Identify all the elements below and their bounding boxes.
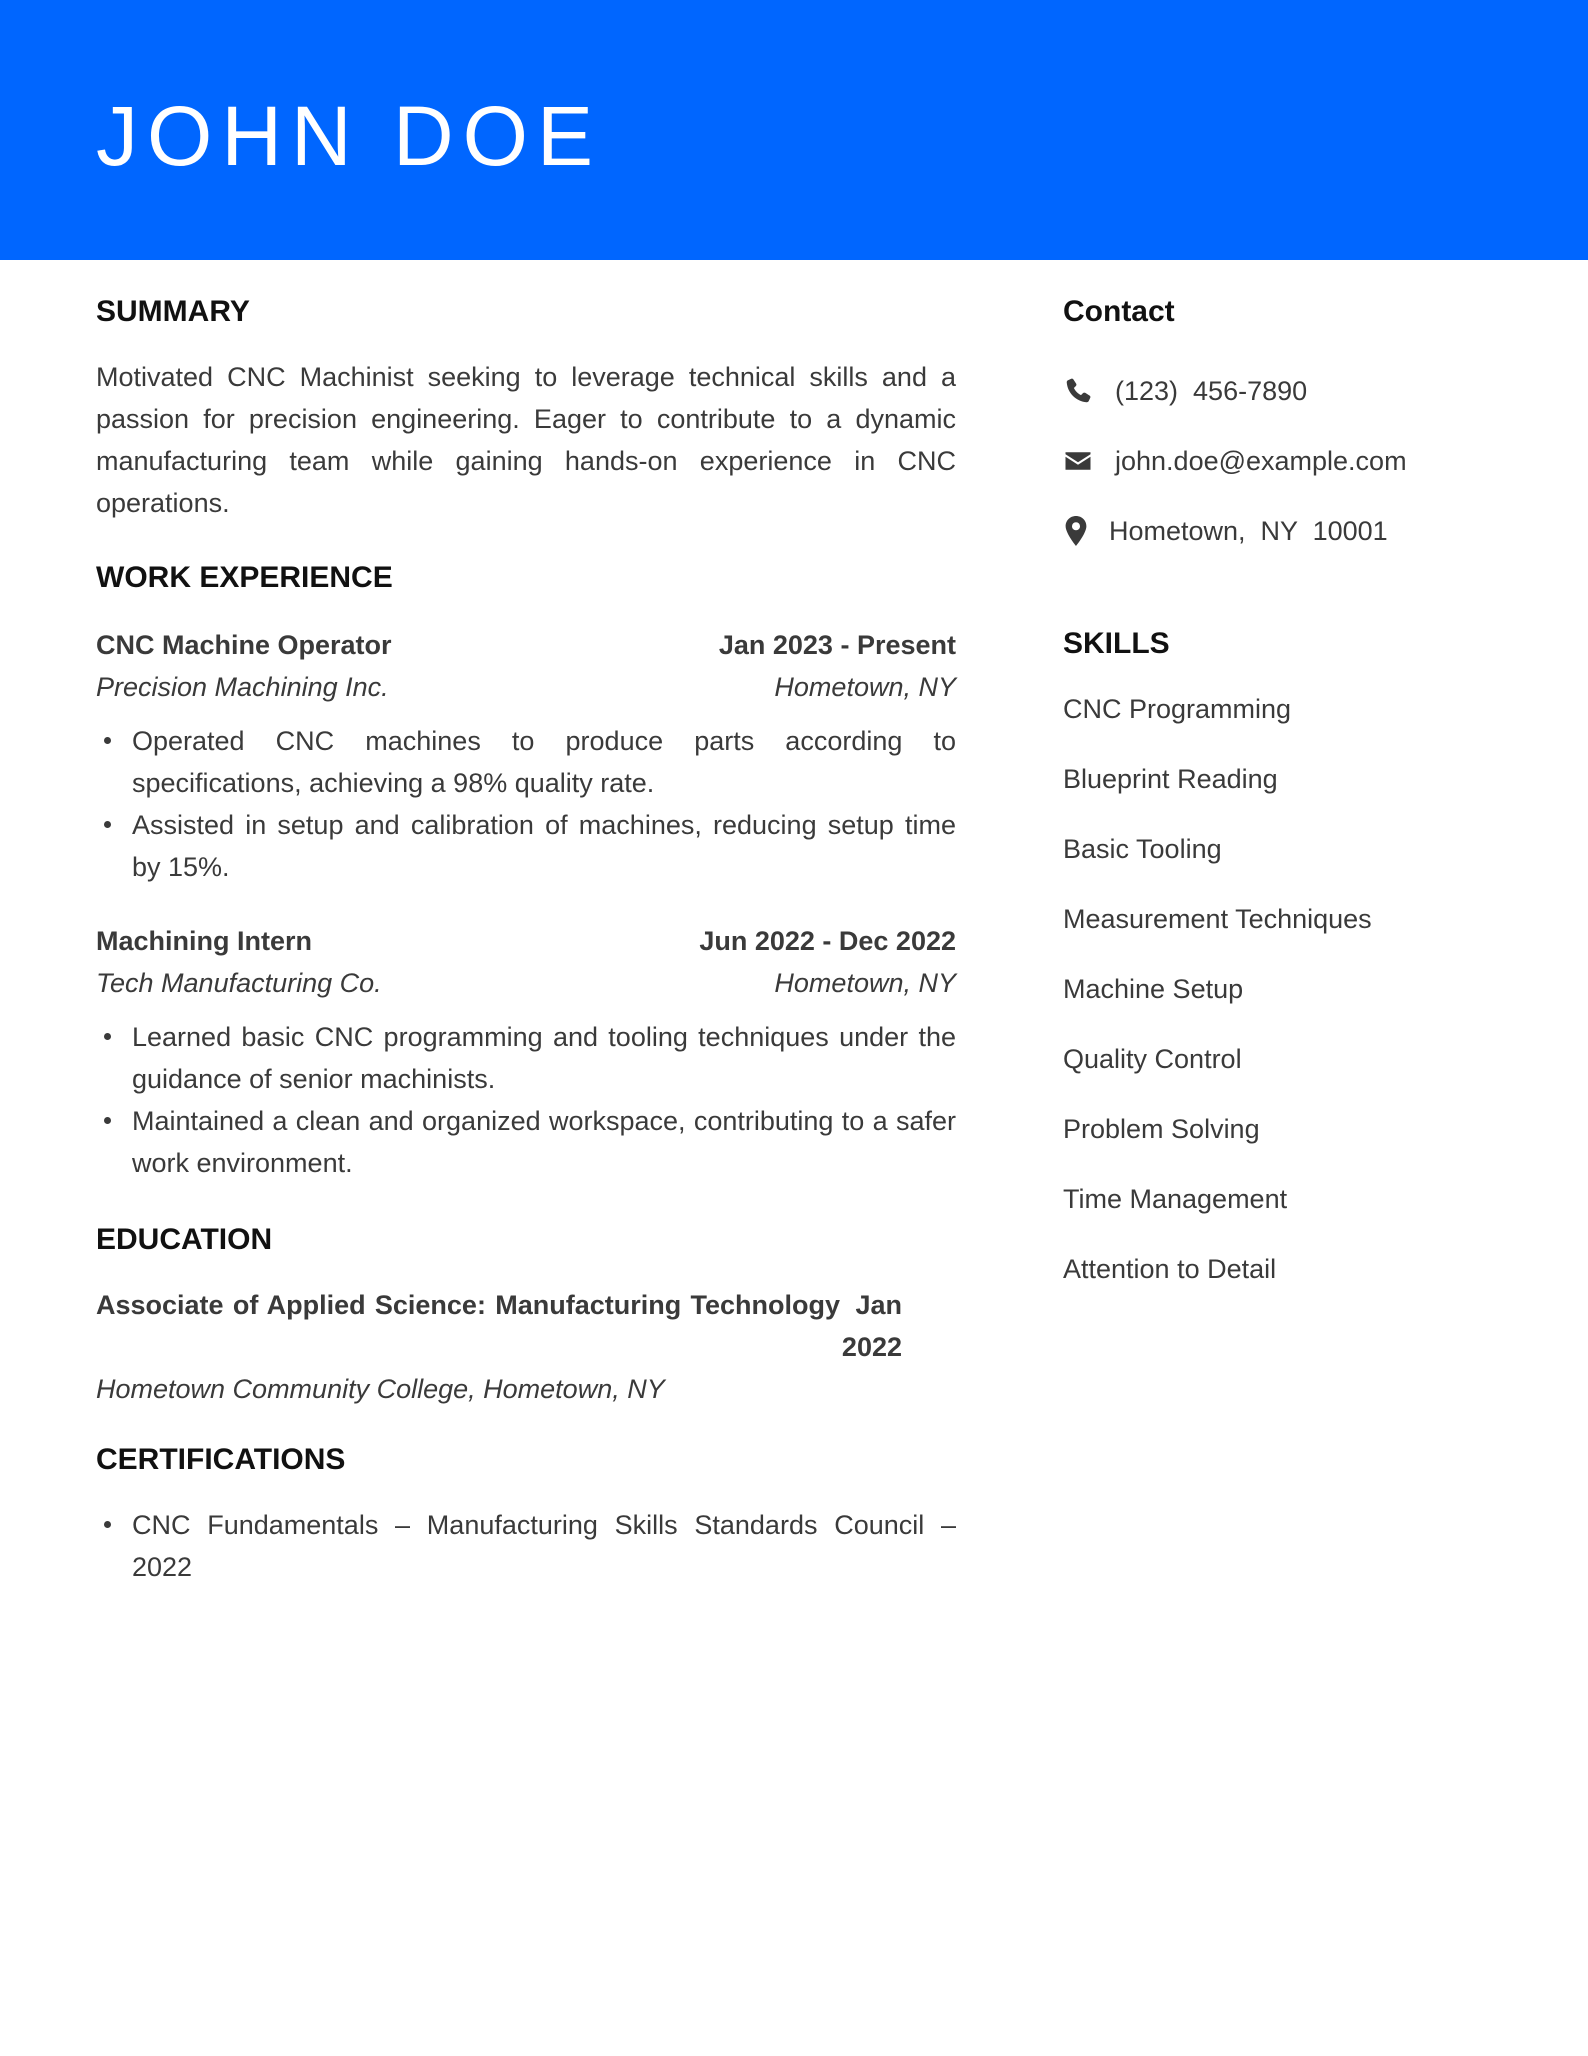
list-item: [96, 1504, 956, 1588]
envelope-icon: [1063, 443, 1099, 479]
job-title: CNC Machine Operator: [96, 630, 392, 660]
candidate-name: JOHN DOE: [96, 89, 603, 183]
phone-text: (123) 456-7890: [1115, 376, 1308, 406]
list-item: Quality Control: [1063, 1044, 1242, 1074]
location-text: Hometown, NY 10001: [1109, 516, 1388, 546]
email-text: john.doe@example.com: [1115, 446, 1407, 476]
experience-section: [96, 554, 956, 1184]
list-item: Time Management: [1063, 1184, 1288, 1214]
bullet-text: Operated CNC machines to produce parts according to specifications, achieving a 98% quality rate.: [132, 726, 956, 798]
job-bullets: [96, 1016, 956, 1184]
bullet-text: Learned basic CNC programming and tooling techniques under the guidance of senior machinists.: [132, 1022, 956, 1094]
bullet-text: Maintained a clean and organized workspace, contributing to a safer work environment.: [132, 1106, 956, 1178]
contact-email: [1063, 440, 1533, 482]
bullet-icon: [104, 821, 111, 828]
list-item: Blueprint Reading: [1063, 764, 1278, 794]
certifications-heading: CERTIFICATIONS: [96, 1443, 346, 1476]
skills-list: [1063, 688, 1533, 1290]
job-entry: [96, 624, 956, 888]
phone-icon: [1063, 373, 1099, 409]
list-item: Measurement Techniques: [1063, 904, 1372, 934]
certifications-list: [96, 1504, 956, 1588]
job-location: Hometown, NY: [774, 968, 956, 998]
list-item: Machine Setup: [1063, 974, 1244, 1004]
map-pin-icon: [1063, 513, 1093, 549]
sidebar-column: [1063, 288, 1533, 1290]
list-item: Basic Tooling: [1063, 834, 1222, 864]
job-title: Machining Intern: [96, 926, 312, 956]
job-subheader: [96, 666, 956, 708]
contact-location: [1063, 510, 1533, 552]
degree-date: Jan 2022: [841, 1290, 902, 1362]
summary-heading: SUMMARY: [96, 295, 250, 328]
job-header: [96, 920, 956, 962]
list-item: CNC Programming: [1063, 694, 1292, 724]
contact-phone: [1063, 370, 1533, 412]
school-name: Hometown Community College, Hometown, NY: [96, 1374, 665, 1404]
bullet-icon: [104, 737, 111, 744]
bullet-icon: [104, 1033, 111, 1040]
experience-heading: WORK EXPERIENCE: [96, 561, 393, 594]
bullet-icon: [104, 1521, 111, 1528]
main-column: [96, 288, 956, 1588]
list-item: Problem Solving: [1063, 1114, 1260, 1144]
list-item: Attention to Detail: [1063, 1254, 1277, 1284]
job-dates: Jan 2023 - Present: [718, 630, 956, 660]
job-company: Tech Manufacturing Co.: [96, 968, 382, 998]
summary-section: [96, 288, 956, 524]
degree-title: Associate of Applied Science: Manufacturing Technology: [96, 1290, 840, 1320]
education-entry: [96, 1284, 902, 1368]
bullet-text: Assisted in setup and calibration of machines, reducing setup time by 15%.: [132, 810, 956, 882]
contact-heading: Contact: [1063, 295, 1175, 328]
list-item: [96, 720, 956, 804]
education-section: [96, 1216, 956, 1410]
summary-text: Motivated CNC Machinist seeking to leverage technical skills and a passion for precision engineering. Eager to contribute to a dynamic manufacturing team while gaining hands-on experience in CNC operations.: [96, 362, 956, 518]
certification-text: CNC Fundamentals – Manufacturing Skills Standards Council – 2022: [132, 1510, 956, 1582]
job-company: Precision Machining Inc.: [96, 672, 389, 702]
education-heading: EDUCATION: [96, 1223, 273, 1256]
list-item: [96, 1100, 956, 1184]
skills-heading: SKILLS: [1063, 627, 1170, 660]
bullet-icon: [104, 1117, 111, 1124]
certifications-section: [96, 1436, 956, 1588]
job-subheader: [96, 962, 956, 1004]
list-item: [96, 804, 956, 888]
job-entry: [96, 920, 956, 1184]
list-item: [96, 1016, 956, 1100]
job-bullets: [96, 720, 956, 888]
job-dates: Jun 2022 - Dec 2022: [699, 926, 956, 956]
header-banner: [0, 0, 1588, 260]
job-location: Hometown, NY: [774, 672, 956, 702]
job-header: [96, 624, 956, 666]
